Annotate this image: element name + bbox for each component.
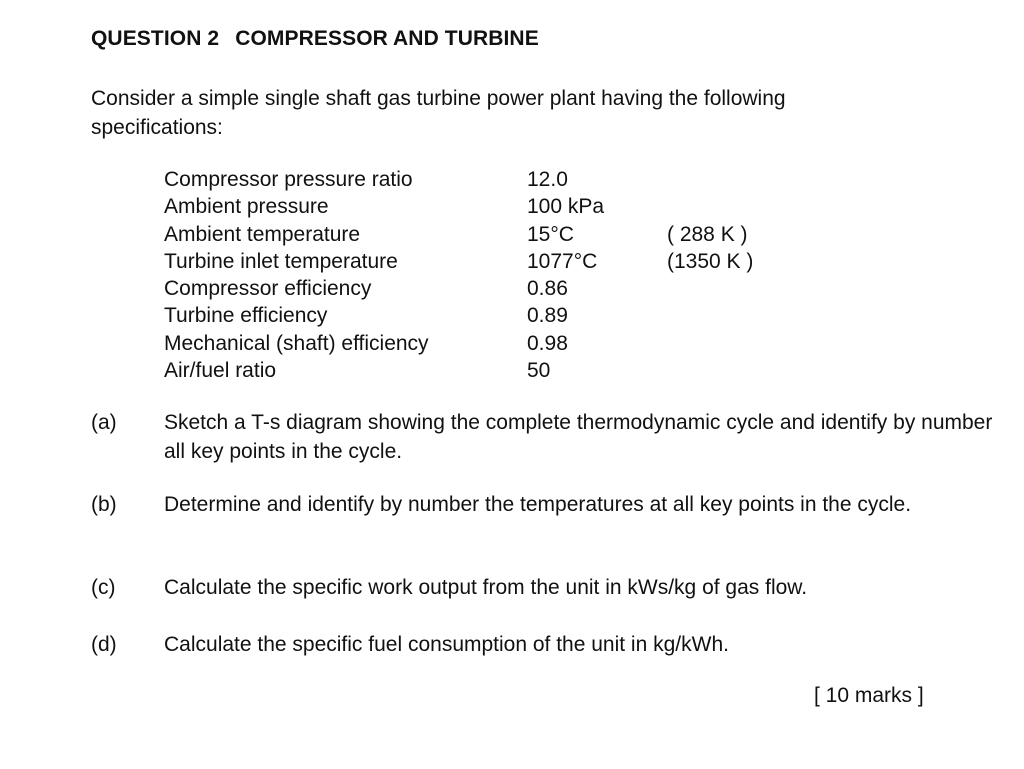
spec-value: 1077°C <box>527 249 598 273</box>
spec-value: 0.89 <box>527 304 568 328</box>
spec-label: Ambient pressure <box>164 195 329 219</box>
question-title: COMPRESSOR AND TURBINE <box>235 27 539 50</box>
spec-value: 15°C <box>527 222 574 246</box>
spec-label: Turbine efficiency <box>164 304 328 328</box>
spec-value: 0.86 <box>527 277 568 301</box>
spec-value: 100 kPa <box>527 195 605 219</box>
spec-label: Ambient temperature <box>164 222 361 246</box>
spec-label: Turbine inlet temperature <box>164 249 398 273</box>
spec-note: ( 288 K ) <box>667 222 748 246</box>
spec-note: (1350 K ) <box>667 249 754 273</box>
intro-paragraph: Consider a simple single shaft gas turbine power plant having the following specifications: <box>91 87 786 139</box>
sub-question-letter: (d) <box>91 633 117 656</box>
question-heading <box>91 27 539 51</box>
marks-label: [ 10 marks ] <box>814 684 924 707</box>
spec-value: 12.0 <box>527 168 568 191</box>
spec-label: Compressor pressure ratio <box>164 168 413 191</box>
sub-question-letter: (c) <box>91 576 116 599</box>
sub-question-letter: (a) <box>91 411 117 434</box>
sub-question-letter: (b) <box>91 493 117 516</box>
spec-label: Mechanical (shaft) efficiency <box>164 331 429 355</box>
spec-value: 0.98 <box>527 331 568 355</box>
sub-question-text: Calculate the specific work output from the unit in kWs/kg of gas flow. <box>164 576 808 599</box>
sub-question-text: Sketch a T-s diagram showing the complete thermodynamic cycle and identify by number all key points in the cycle. <box>164 411 993 463</box>
spec-label: Compressor efficiency <box>164 277 372 301</box>
spec-value: 50 <box>527 359 551 383</box>
spec-label: Air/fuel ratio <box>164 359 277 383</box>
question-number: QUESTION 2 <box>91 27 220 50</box>
sub-question-text: Calculate the specific fuel consumption of the unit in kg/kWh. <box>164 633 729 656</box>
sub-question-text: Determine and identify by number the temperatures at all key points in the cycle. <box>164 493 912 516</box>
